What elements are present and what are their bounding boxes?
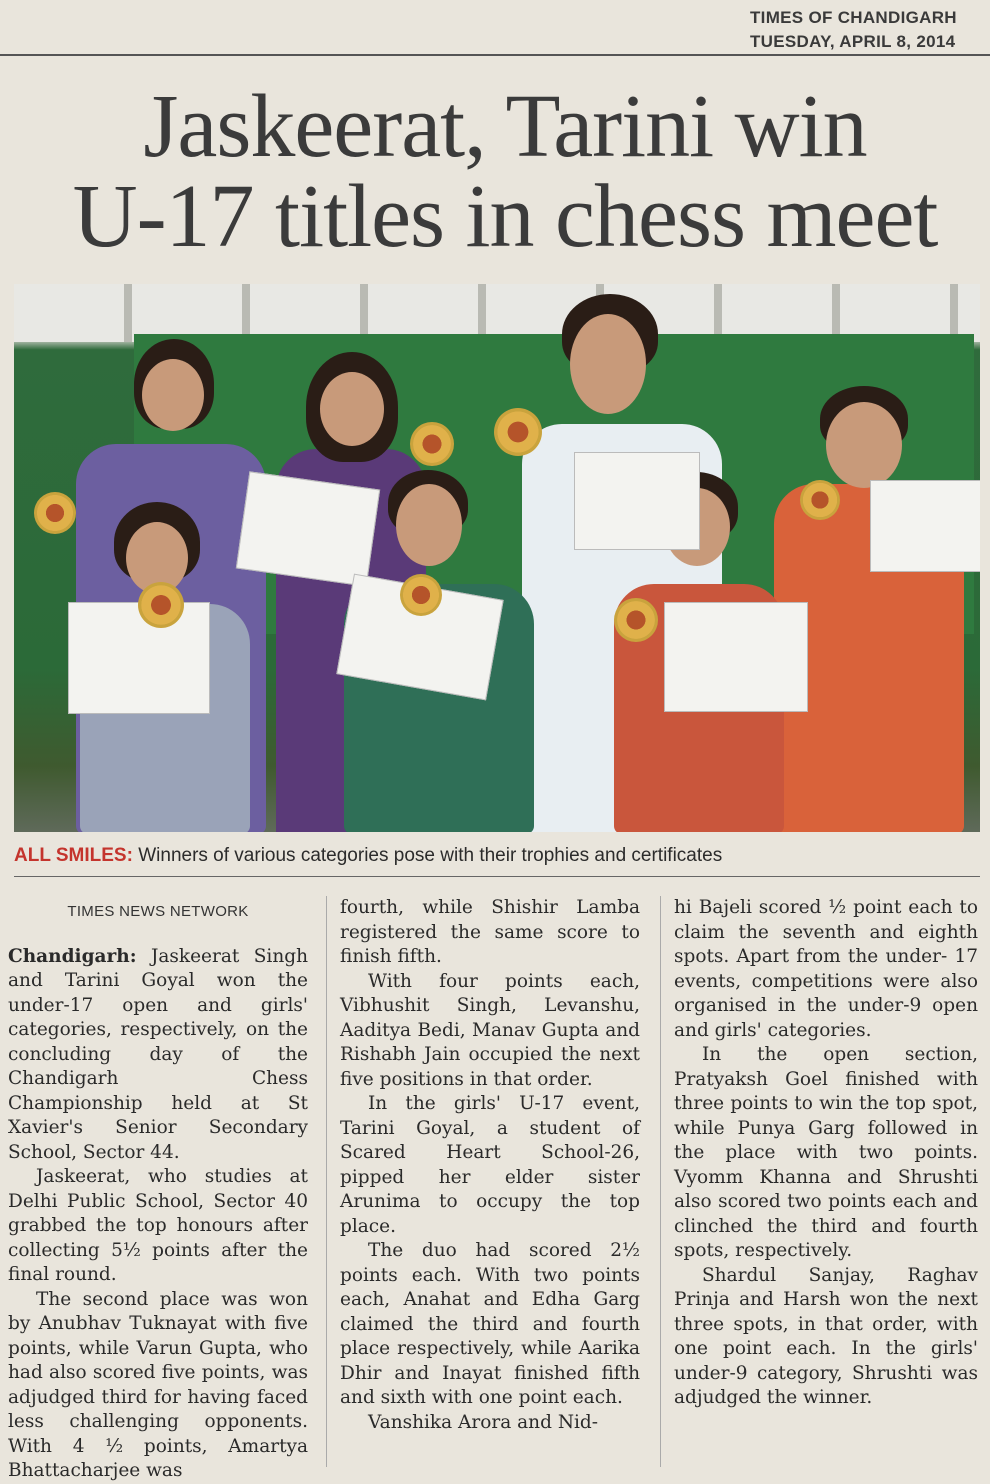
headline-line-2: U-17 titles in chess meet xyxy=(72,167,938,266)
byline: TIMES NEWS NETWORK xyxy=(67,903,249,920)
photo-person-1-head xyxy=(142,359,204,431)
caption-text: Winners of various categories pose with their trophies and certificates xyxy=(132,845,723,866)
news-photo xyxy=(14,284,980,832)
column-divider xyxy=(660,896,661,1467)
trophy-icon-5 xyxy=(400,574,442,616)
photo-person-2-head xyxy=(320,372,384,446)
certificate-4 xyxy=(574,452,700,550)
headline-line-1: Jaskeerat, Tarini win xyxy=(143,77,867,176)
article-paragraph-text: Jaskeerat Singh and Tarini Goyal won the under-17 open and girls' categories, respectively, on the concluding day of the Chandigarh Chess Championship held at St Xavier's Senior Secondary School, Sector 44. xyxy=(8,945,308,1163)
trophy-icon-3 xyxy=(494,408,542,456)
column-divider xyxy=(326,896,327,1467)
article-paragraph: The second place was won by Anubhav Tuknayat with five points, while Varun Gupta, who had also scored five points, was adjudged third for having faced less challenging opponents. With 4 ½ points, Amartya Bhattacharjee was xyxy=(8,1288,308,1481)
certificate-2 xyxy=(236,471,380,586)
article-paragraph: The duo had scored 2½ points each. With two points each, Anahat and Edha Garg claimed the third and fourth place respectively, while Aarika Dhir and Inayat finished fifth and sixth with one point each. xyxy=(340,1240,640,1408)
article-paragraph xyxy=(8,945,308,1166)
certificate-1 xyxy=(68,602,210,714)
trophy-icon-6 xyxy=(614,598,658,642)
certificate-5 xyxy=(664,602,808,712)
photo-person-3-head xyxy=(570,314,646,414)
dateline: Chandigarh: xyxy=(8,945,137,967)
masthead-paper-name: TIMES OF CHANDIGARH xyxy=(750,8,957,27)
caption-kicker: ALL SMILES: xyxy=(14,845,133,866)
headline xyxy=(30,77,980,266)
caption-divider xyxy=(14,876,980,877)
article-paragraph: Jaskeerat, who studies at Delhi Public School, Sector 40 grabbed the top honours after collecting 5½ points after the final round. xyxy=(8,1166,308,1285)
photo-person-6-head xyxy=(396,484,462,566)
article-column-2 xyxy=(340,896,640,1435)
article-paragraph: Vanshika Arora and Nid- xyxy=(368,1411,599,1433)
top-divider xyxy=(0,54,990,56)
article-column-3 xyxy=(674,896,978,1411)
masthead xyxy=(750,6,990,54)
article-paragraph: In the girls' U-17 event, Tarini Goyal, a student of Scared Heart School-26, pipped her elder sister Arunima to occupy the top place. xyxy=(340,1093,640,1237)
trophy-icon-4 xyxy=(138,582,184,628)
article-paragraph: In the open section, Pratyaksh Goel finished with three points to win the top spot, while Punya Garg followed in the place with two points. Vyomm Khanna and Shrushti also scored two points each and clinched the third and fourth spots, respectively. xyxy=(674,1044,978,1261)
article-paragraph: With four points each, Vibhushit Singh, Levanshu, Aaditya Bedi, Manav Gupta and Rishabh Jain occupied the next five positions in that order. xyxy=(340,970,640,1090)
article-column-1 xyxy=(8,896,308,1484)
photo-person-4-head xyxy=(826,402,902,488)
trophy-icon-1 xyxy=(34,492,76,534)
article-paragraph: hi Bajeli scored ½ point each to claim the seventh and eighth spots. Apart from the under- 17 events, competitions were also organised in the under-9 open and girls' categories. xyxy=(674,897,978,1041)
trophy-icon-7 xyxy=(800,480,840,520)
article-paragraph: fourth, while Shishir Lamba registered the same score to finish fifth. xyxy=(340,897,640,967)
trophy-icon-2 xyxy=(410,422,454,466)
photo-caption xyxy=(14,844,980,868)
certificate-6 xyxy=(870,480,980,572)
masthead-date: TUESDAY, APRIL 8, 2014 xyxy=(750,32,956,51)
article-paragraph: Shardul Sanjay, Raghav Prinja and Harsh won the next three spots, in that order, with one point each. In the girls' under-9 category, Shrushti was adjudged the winner. xyxy=(674,1264,978,1408)
